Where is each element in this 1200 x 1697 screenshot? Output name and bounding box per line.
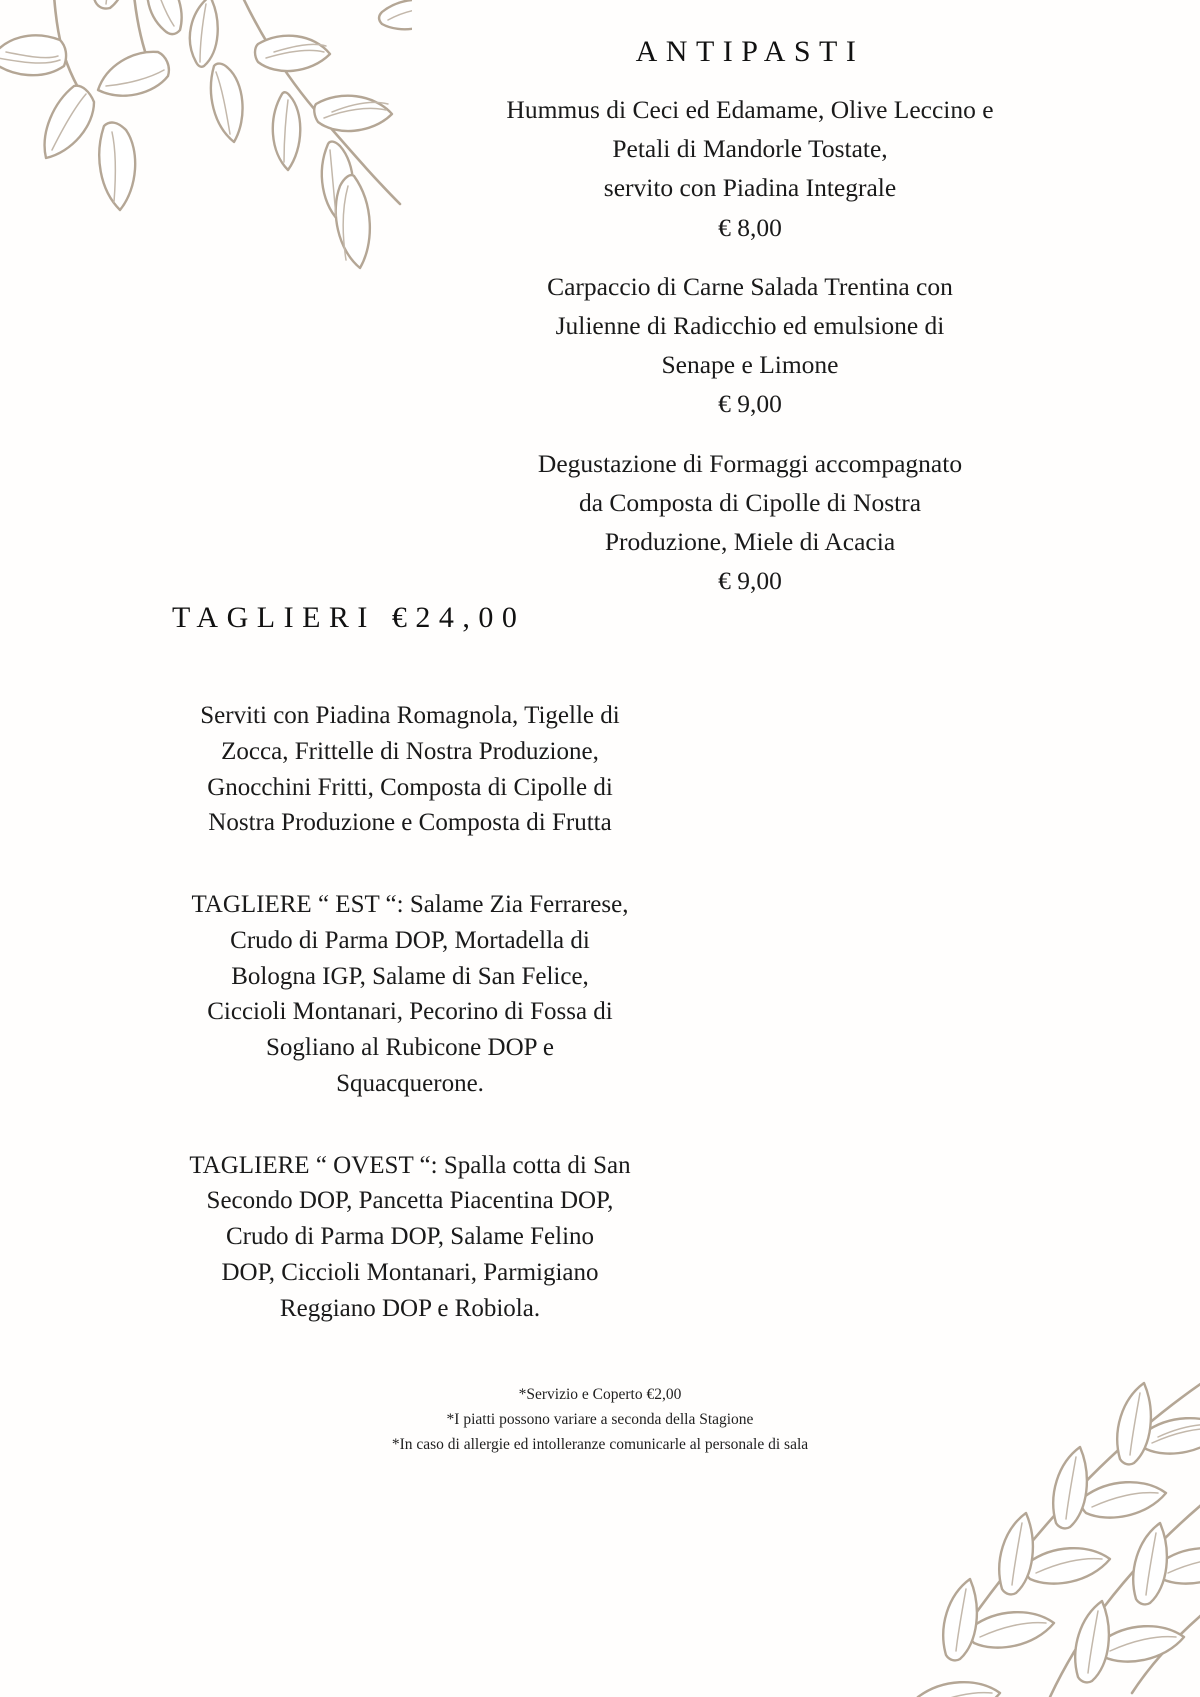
menu-footnotes	[0, 1382, 1200, 1457]
tagliere-est-line: Squacquerone.	[336, 1069, 484, 1097]
dish-price: € 8,00	[718, 212, 782, 242]
antipasti-heading: ANTIPASTI	[635, 35, 865, 68]
footnote-seasonal: *I piatti possono variare a seconda della Stagione	[446, 1411, 754, 1429]
dish-line: servito con Piadina Integrale	[603, 173, 897, 203]
tagliere-est	[100, 887, 720, 1102]
footnote-allergies: *In caso di allergie ed intolleranze comunicarle al personale di sala	[391, 1436, 809, 1454]
dish-line: Degustazione di Formaggi accompagnato	[537, 448, 963, 478]
dish-price: € 9,00	[718, 389, 782, 419]
dish-line: Petali di Mandorle Tostate,	[612, 134, 888, 164]
antipasti-item	[400, 269, 1100, 422]
taglieri-intro-line: Nostra Produzione e Composta di Frutta	[208, 809, 612, 837]
section-antipasti	[400, 34, 1100, 600]
taglieri-intro-line: Gnocchini Fritti, Composta di Cipolle di	[207, 773, 613, 801]
tagliere-est-line: Ciccioli Montanari, Pecorino di Fossa di	[207, 998, 613, 1026]
tagliere-est-line: Sogliano al Rubicone DOP e	[266, 1034, 554, 1061]
tagliere-ovest-line: Reggiano DOP e Robiola.	[279, 1294, 541, 1322]
dish-line: Carpaccio di Carne Salada Trentina con	[547, 271, 953, 301]
tagliere-ovest-line: Secondo DOP, Pancetta Piacentina DOP,	[206, 1187, 614, 1215]
dish-price: € 9,00	[718, 566, 782, 596]
taglieri-intro-line: Zocca, Frittelle di Nostra Produzione,	[221, 737, 599, 765]
dish-line: Hummus di Ceci ed Edamame, Olive Leccino e	[506, 95, 994, 124]
section-taglieri	[100, 600, 720, 1326]
tagliere-est-line: TAGLIERE “ EST “: Salame Zia Ferrarese,	[191, 891, 629, 918]
footnote-service-charge: *Servizio e Coperto €2,00	[518, 1386, 682, 1403]
antipasti-item	[400, 92, 1100, 245]
tagliere-est-line: Bologna IGP, Salame di San Felice,	[231, 962, 589, 990]
taglieri-heading: TAGLIERI €24,00	[172, 601, 526, 634]
tagliere-ovest	[100, 1148, 720, 1327]
tagliere-ovest-line: DOP, Ciccioli Montanari, Parmigiano	[221, 1258, 599, 1286]
taglieri-intro-line: Serviti con Piadina Romagnola, Tigelle di	[200, 702, 620, 729]
dish-line: Julienne di Radicchio ed emulsione di	[555, 310, 945, 340]
taglieri-intro	[100, 698, 720, 841]
taglieri-body	[100, 698, 720, 1326]
tagliere-ovest-line: Crudo di Parma DOP, Salame Felino	[225, 1223, 595, 1250]
dish-line: da Composta di Cipolle di Nostra	[578, 487, 922, 517]
dish-line: Senape e Limone	[661, 350, 839, 380]
dish-line: Produzione, Miele di Acacia	[604, 526, 896, 556]
tagliere-est-line: Crudo di Parma DOP, Mortadella di	[230, 926, 590, 954]
tagliere-ovest-line: TAGLIERE “ OVEST “: Spalla cotta di San	[189, 1151, 631, 1179]
antipasti-item	[400, 446, 1100, 599]
